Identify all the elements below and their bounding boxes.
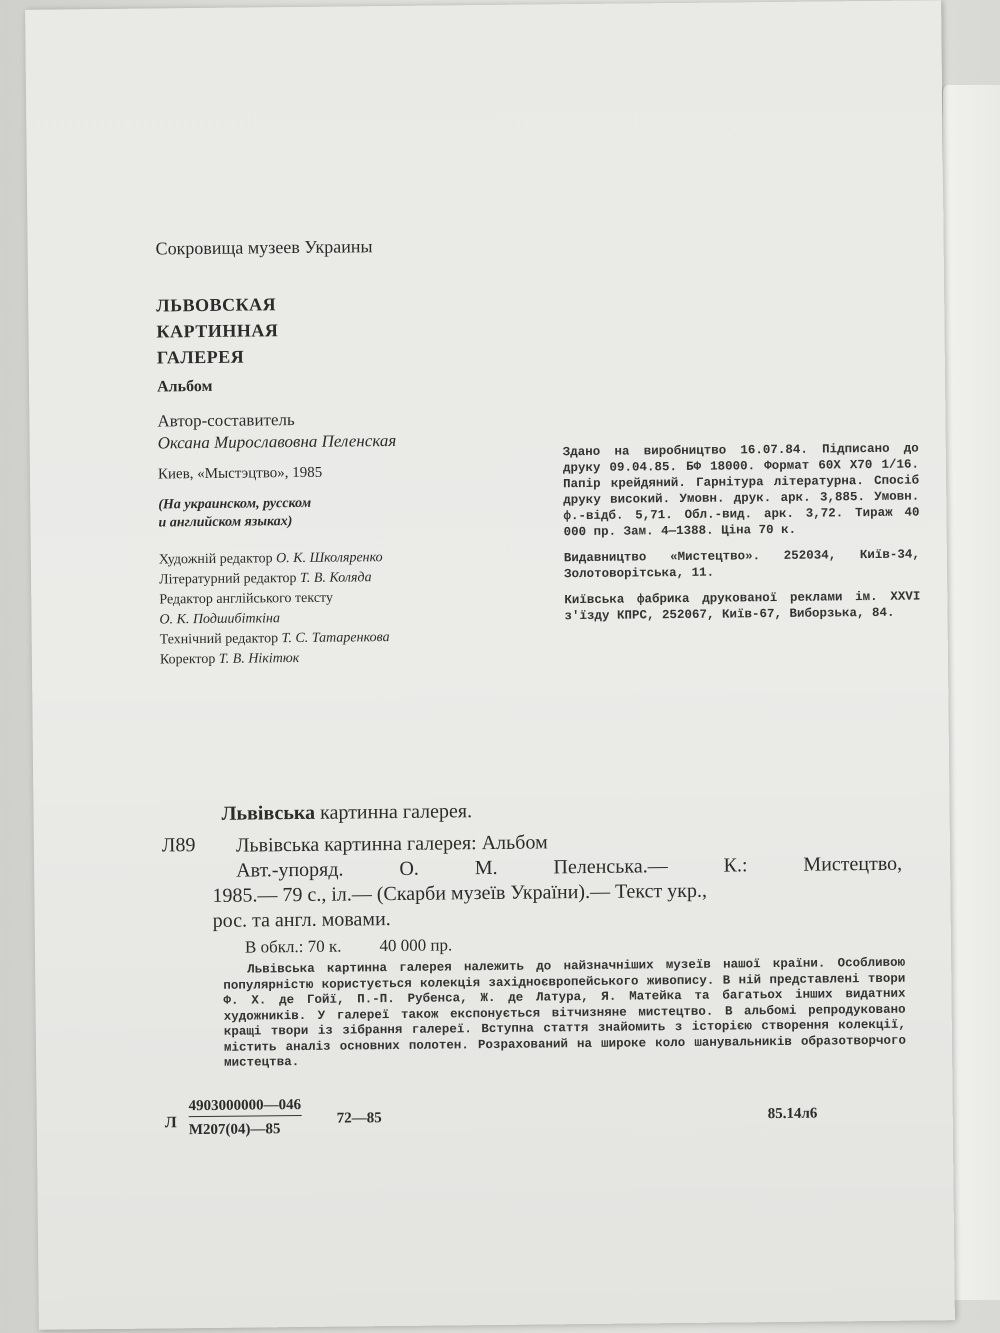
catalog-line: Львівська картинна галерея: Альбом	[235, 831, 548, 857]
price: В обкл.: 70 к.	[244, 936, 342, 957]
series-title: Сокровища музеев Украины	[155, 236, 373, 259]
production-paragraph: Видавництво «Мистецтво». 252034, Київ-34, Золотоворітська, 11.	[563, 547, 920, 582]
credit-name: О. К. Подшибіткіна	[159, 611, 281, 628]
title-line: ГАЛЕРЕЯ	[156, 346, 245, 368]
copies: 40 000 пр.	[379, 935, 453, 956]
title-line: ЛЬВОВСКАЯ	[156, 294, 277, 316]
code-numerator: 4903000000—046	[189, 1097, 302, 1117]
code-letter: Л	[164, 1114, 177, 1132]
credit-line	[160, 648, 390, 670]
credit-role: Технічний редактор	[159, 631, 279, 648]
production-info	[563, 440, 921, 634]
credit-name: О. К. Школяренко	[276, 550, 383, 567]
languages-line: и английском языках)	[158, 514, 293, 531]
credit-line	[159, 548, 389, 570]
author-name: Оксана Мирославовна Пеленская	[157, 430, 397, 453]
book-page	[25, 0, 955, 1330]
languages-note	[158, 495, 311, 533]
code-denominator: М207(04)—85	[188, 1121, 281, 1139]
catalog-line: Авт.-упоряд. О. М. Пеленська.— К.: Мистецтво,	[236, 852, 903, 882]
catalog-entry	[212, 827, 903, 934]
city-publisher: Киев, «Мыстэцтво», 1985	[157, 464, 323, 483]
credit-name: Т. С. Татаренкова	[281, 630, 390, 647]
credit-name: Т. В. Коляда	[299, 570, 372, 586]
credit-role: Коректор	[159, 651, 216, 668]
catalog-line: рос. та англ. мовами.	[212, 908, 391, 932]
author-label: Автор-составитель	[157, 410, 295, 431]
credit-line	[159, 608, 389, 630]
title-line: КАРТИННАЯ	[156, 320, 279, 342]
languages-line: (На украинском, русском	[158, 495, 312, 513]
catalog-abstract: Львівська картинна галерея належить до найзначніших музеїв нашої країни. Особливою популярністю користується колекція західноєвропейського живопису. В ній представлені твори Ф. Х. де Гойї, П.-П. Рубенса, Ж. де Латура, Я. Матейка та багатьох інших видатних художників. У галереї також експонується вітчизняне мистецтво. В альбомі репродуковано кращі твори із зібрання галереї. Вступна стаття знайомить з історією створення колекції, містить аналіз основних полотен. Розрахований на широке коло шанувальників образотворчого мистецтва.	[223, 955, 907, 1070]
classification-code: 85.14л6	[767, 1105, 818, 1123]
code-suffix: 72—85	[336, 1110, 382, 1127]
credit-name: Т. В. Нікітюк	[218, 650, 300, 667]
catalog-heading	[221, 800, 472, 826]
credit-role: Редактор англійського тексту	[159, 590, 334, 608]
catalog-heading-rest: картинна галерея.	[314, 800, 473, 824]
catalog-id: Л89	[161, 834, 196, 857]
credits-list	[159, 548, 390, 670]
book-title	[156, 291, 279, 370]
credit-role: Художній редактор	[158, 551, 273, 568]
credit-line	[159, 588, 389, 610]
credit-role: Літературний редактор	[159, 571, 297, 588]
credit-line	[159, 568, 389, 590]
price-line	[245, 935, 491, 958]
credit-line	[160, 628, 390, 650]
catalog-heading-bold: Львівська	[221, 801, 316, 825]
album-label: Альбом	[156, 377, 213, 396]
production-paragraph: Київська фабрика друкованої реклами ім. XXVI з'їзду КПРС, 252067, Київ-67, Виборзька, 84.	[564, 589, 921, 624]
catalog-line: 1985.— 79 с., іл.— (Скарби музеїв України).— Текст укр.,	[212, 879, 708, 907]
production-paragraph: Здано на виробництво 16.07.84. Підписано до друку 09.04.85. БФ 18000. Формат 60X X70 1/16. Папір крейдяний. Гарнітура літературна. Спосіб друку високий. Умовн. друк. арк. 3,885. Умовн. ф.-відб. 5,71. Обл.-вид. арк. 3,72. Тираж 40 000 пр. Зам. 4—1388. Ціна 70 к.	[562, 441, 920, 540]
